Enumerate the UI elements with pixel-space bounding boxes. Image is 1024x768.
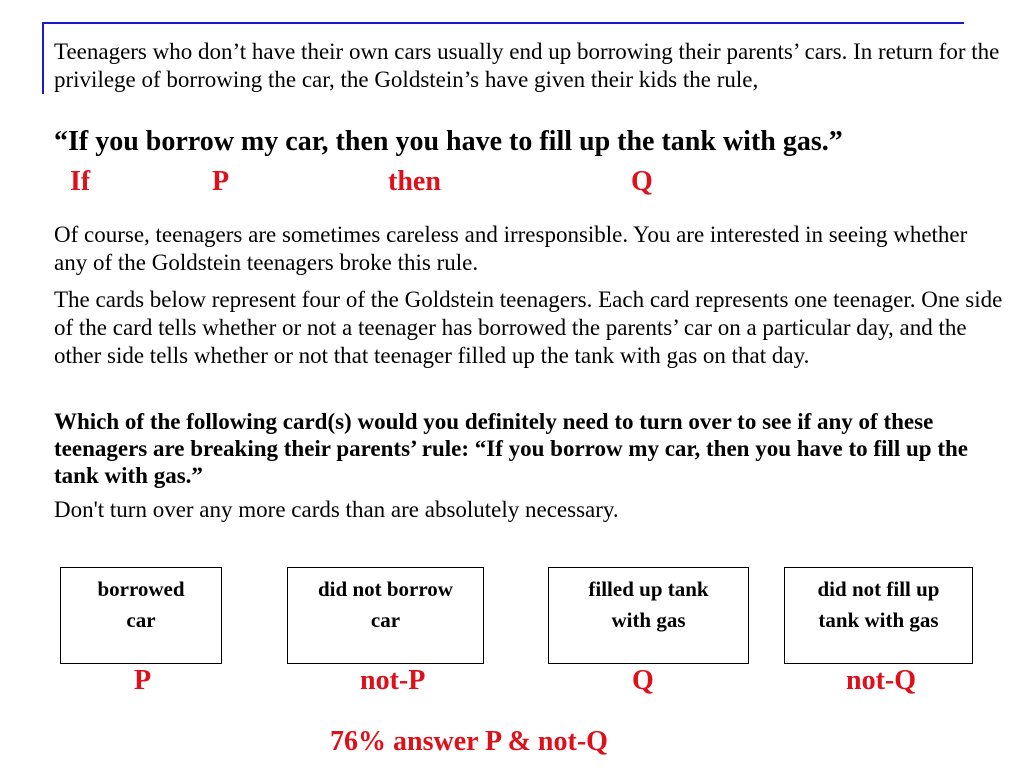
card-text-line1: borrowed <box>97 577 185 601</box>
paragraph-careless: Of course, teenagers are sometimes careless and irresponsible. You are interested in seeing whether any of the Goldstein teenagers broke this rule. <box>54 222 968 275</box>
card-text-line2: tank with gas <box>818 608 939 632</box>
card-borrowed-car[interactable] <box>60 567 222 664</box>
card-text-line2: car <box>370 608 401 632</box>
card-text-line1: did not borrow <box>318 577 453 601</box>
card-filled-tank[interactable] <box>548 567 749 664</box>
label-if: If <box>70 166 91 197</box>
rule-quote: “If you borrow my car, then you have to fill up the tank with gas.” <box>54 126 843 157</box>
card-label-q: Q <box>632 665 654 696</box>
card-did-not-borrow[interactable] <box>287 567 484 664</box>
result-statistic: 76% answer P & not-Q <box>330 726 608 757</box>
card-text-line2: car <box>126 608 156 632</box>
question-text: Which of the following card(s) would you definitely need to turn over to see if any of these teenagers are breaking their parents’ rule: “If you borrow my car, then you have to fill up the tank with gas.” <box>54 409 968 488</box>
intro-paragraph: Teenagers who don’t have their own cars usually end up borrowing their parents’ cars. In return for the privilege of borrowing the car, the Goldstein’s have given their kids the rule, <box>54 39 1000 92</box>
paragraph-cards-description: The cards below represent four of the Goldstein teenagers. Each card represents one teenager. One side of the card tells whether or not a teenager has borrowed the parents’ car on a particular day, and the other side tells whether or not that teenager filled up the tank with gas on that day. <box>54 287 1003 368</box>
card-label-p: P <box>134 665 152 696</box>
top-divider <box>42 22 964 24</box>
label-p: P <box>212 166 230 197</box>
card-label-not-p: not-P <box>360 665 426 696</box>
card-text-line1: filled up tank <box>588 577 709 601</box>
card-text-line1: did not fill up <box>817 577 940 601</box>
card-did-not-fill[interactable] <box>784 567 973 664</box>
card-label-not-q: not-Q <box>846 665 916 696</box>
instruction-note: Don't turn over any more cards than are absolutely necessary. <box>54 497 619 522</box>
side-divider <box>42 22 44 94</box>
label-q: Q <box>631 166 653 197</box>
card-text-line2: with gas <box>611 608 686 632</box>
label-then: then <box>388 166 441 197</box>
